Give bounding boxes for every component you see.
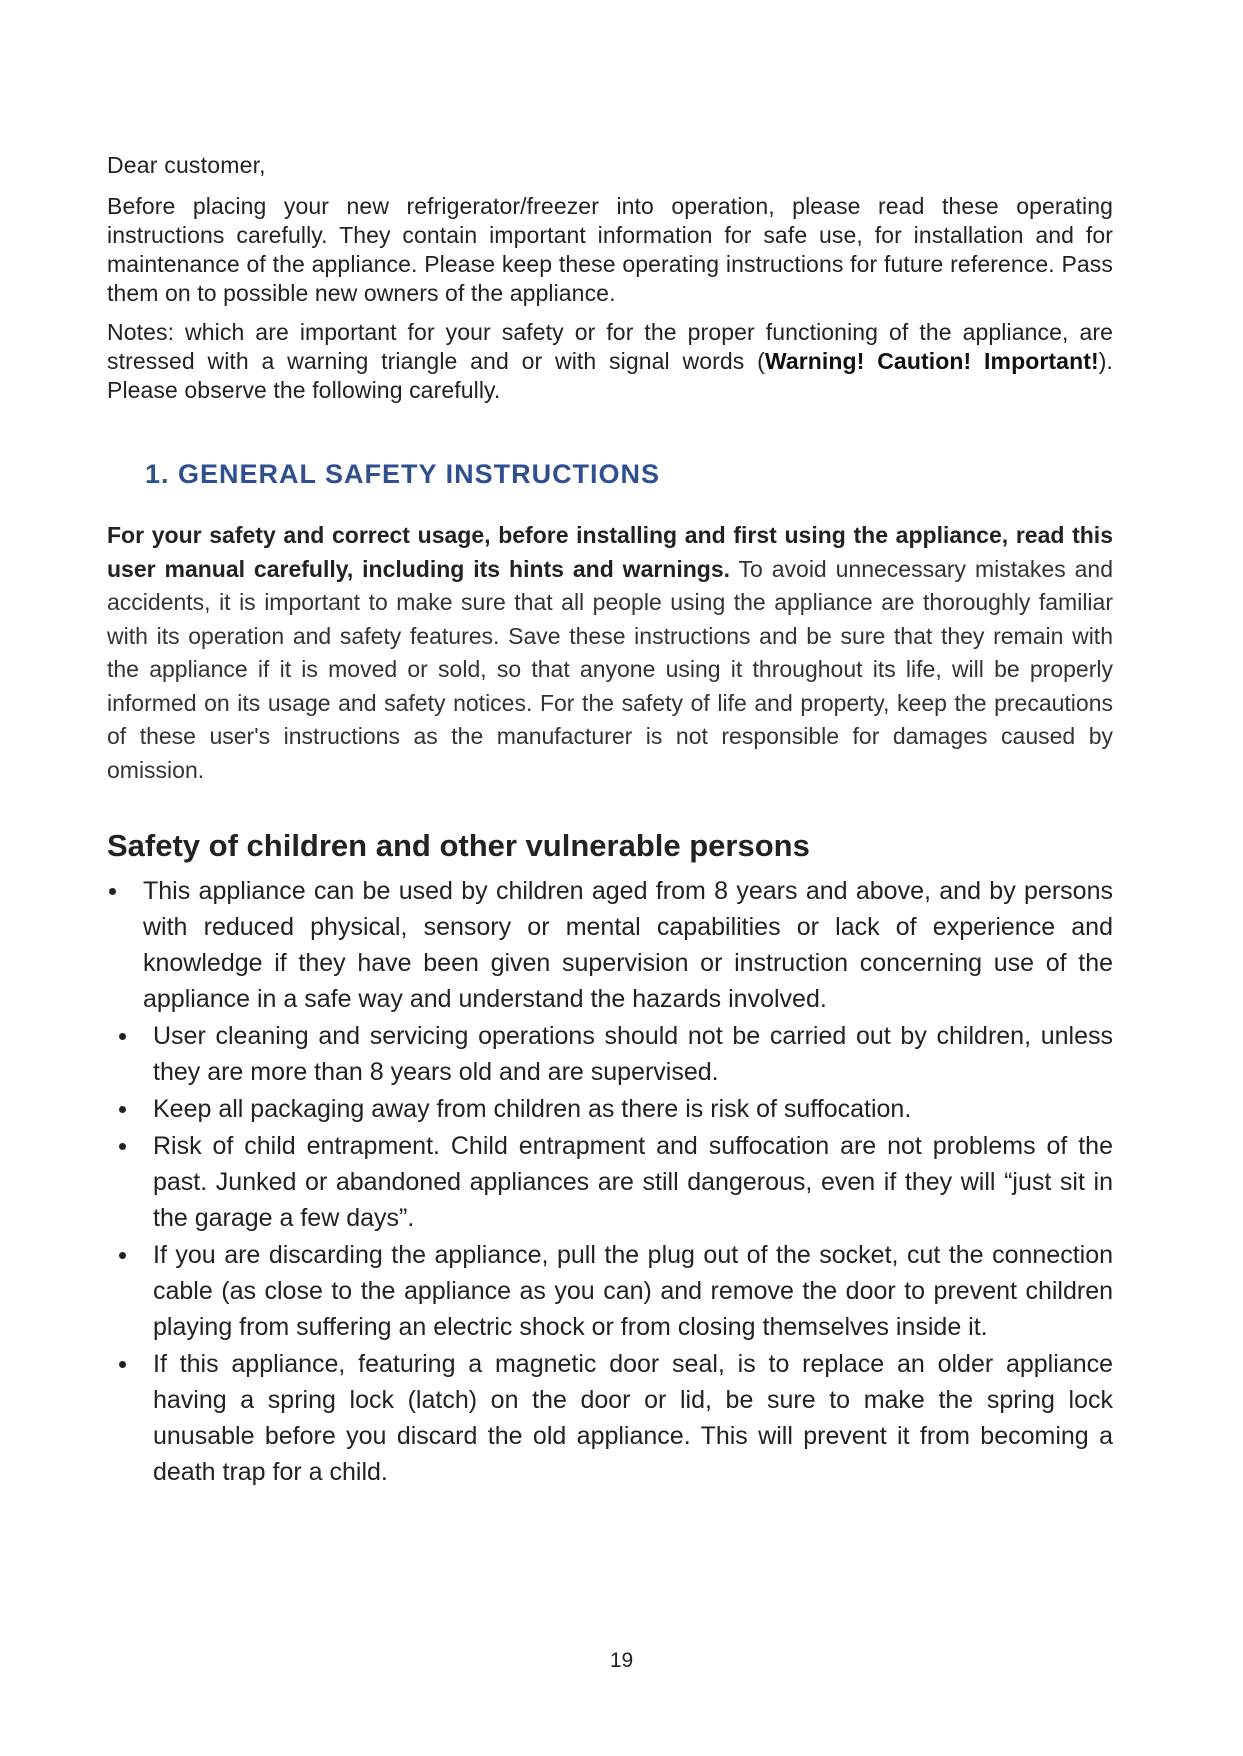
list-item [107,1237,1113,1345]
notes-text-post: ). Please observe the following carefully. [107,348,1113,403]
safety-intro-bold: For your safety and correct usage, before installing and first using the appliance, read this user manual carefully, including its hints and warnings. [107,522,1113,582]
notes-text-pre: Notes: which are important for your safety or for the proper functioning of the appliance, are stressed with a warning triangle and or with signal words ( [107,319,1113,374]
children-safety-list [107,873,1113,1490]
list-item-text: This appliance can be used by children aged from 8 years and above, and by persons with reduced physical, sensory or mental capabilities or lack of experience and knowledge if they have been given supervision or instruction concerning use of the appliance in a safe way and understand the hazards involved. [143,877,1113,1013]
bullet-icon [119,1361,126,1368]
bullet-icon [119,1143,126,1150]
list-item-text: Risk of child entrapment. Child entrapment and suffocation are not problems of the past. Junked or abandoned appliances are still dangerous, even if they will “just sit in the garage a few days”. [153,1132,1113,1232]
bullet-icon [109,888,116,895]
intro-paragraph: Before placing your new refrigerator/freezer into operation, please read these operating instructions carefully. They contain important information for safe use, for installation and for maintenance of the appliance. Please keep these operating instructions for future reference. Pass them on to possible new owners of the appliance. [107,193,1113,306]
page-number: 19 [609,1649,634,1672]
list-item [107,1018,1113,1090]
notes-paragraph [107,318,1113,405]
section-heading: 1. GENERAL SAFETY INSTRUCTIONS [145,459,661,489]
list-item [107,1346,1113,1490]
bullet-icon [119,1033,126,1040]
bullet-icon [119,1106,126,1113]
greeting: Dear customer, [107,152,266,178]
bullet-icon [119,1252,126,1259]
list-item-text: If you are discarding the appliance, pull the plug out of the socket, cut the connection cable (as close to the appliance as you can) and remove the door to prevent children playing from suffering an electric shock or from closing themselves inside it. [153,1241,1113,1341]
list-item [107,1128,1113,1236]
safety-intro-text: To avoid unnecessary mistakes and accidents, it is important to make sure that all people using the appliance are thoroughly familiar with its operation and safety features. Save these instructions and be sure that they remain with the appliance if it is moved or sold, so that anyone using it throughout its life, will be properly informed on its usage and safety notices. For the safety of life and property, keep the precautions of these user's instructions as the manufacturer is not responsible for damages caused by omission. [107,555,1113,783]
safety-intro-paragraph [107,519,1113,787]
list-item [107,873,1113,1017]
list-item-text: Keep all packaging away from children as there is risk of suffocation. [153,1095,912,1123]
list-item-text: If this appliance, featuring a magnetic door seal, is to replace an older appliance having a spring lock (latch) on the door or lid, be sure to make the spring lock unusable before you discard the old appliance. This will prevent it from becoming a death trap for a child. [153,1350,1113,1486]
list-item-text: User cleaning and servicing operations should not be carried out by children, unless they are more than 8 years old and are supervised. [153,1022,1113,1086]
list-item [107,1091,1113,1127]
signal-words: Warning! Caution! Important! [764,348,1099,374]
page-content [107,150,1113,1491]
children-safety-heading: Safety of children and other vulnerable persons [107,828,810,863]
